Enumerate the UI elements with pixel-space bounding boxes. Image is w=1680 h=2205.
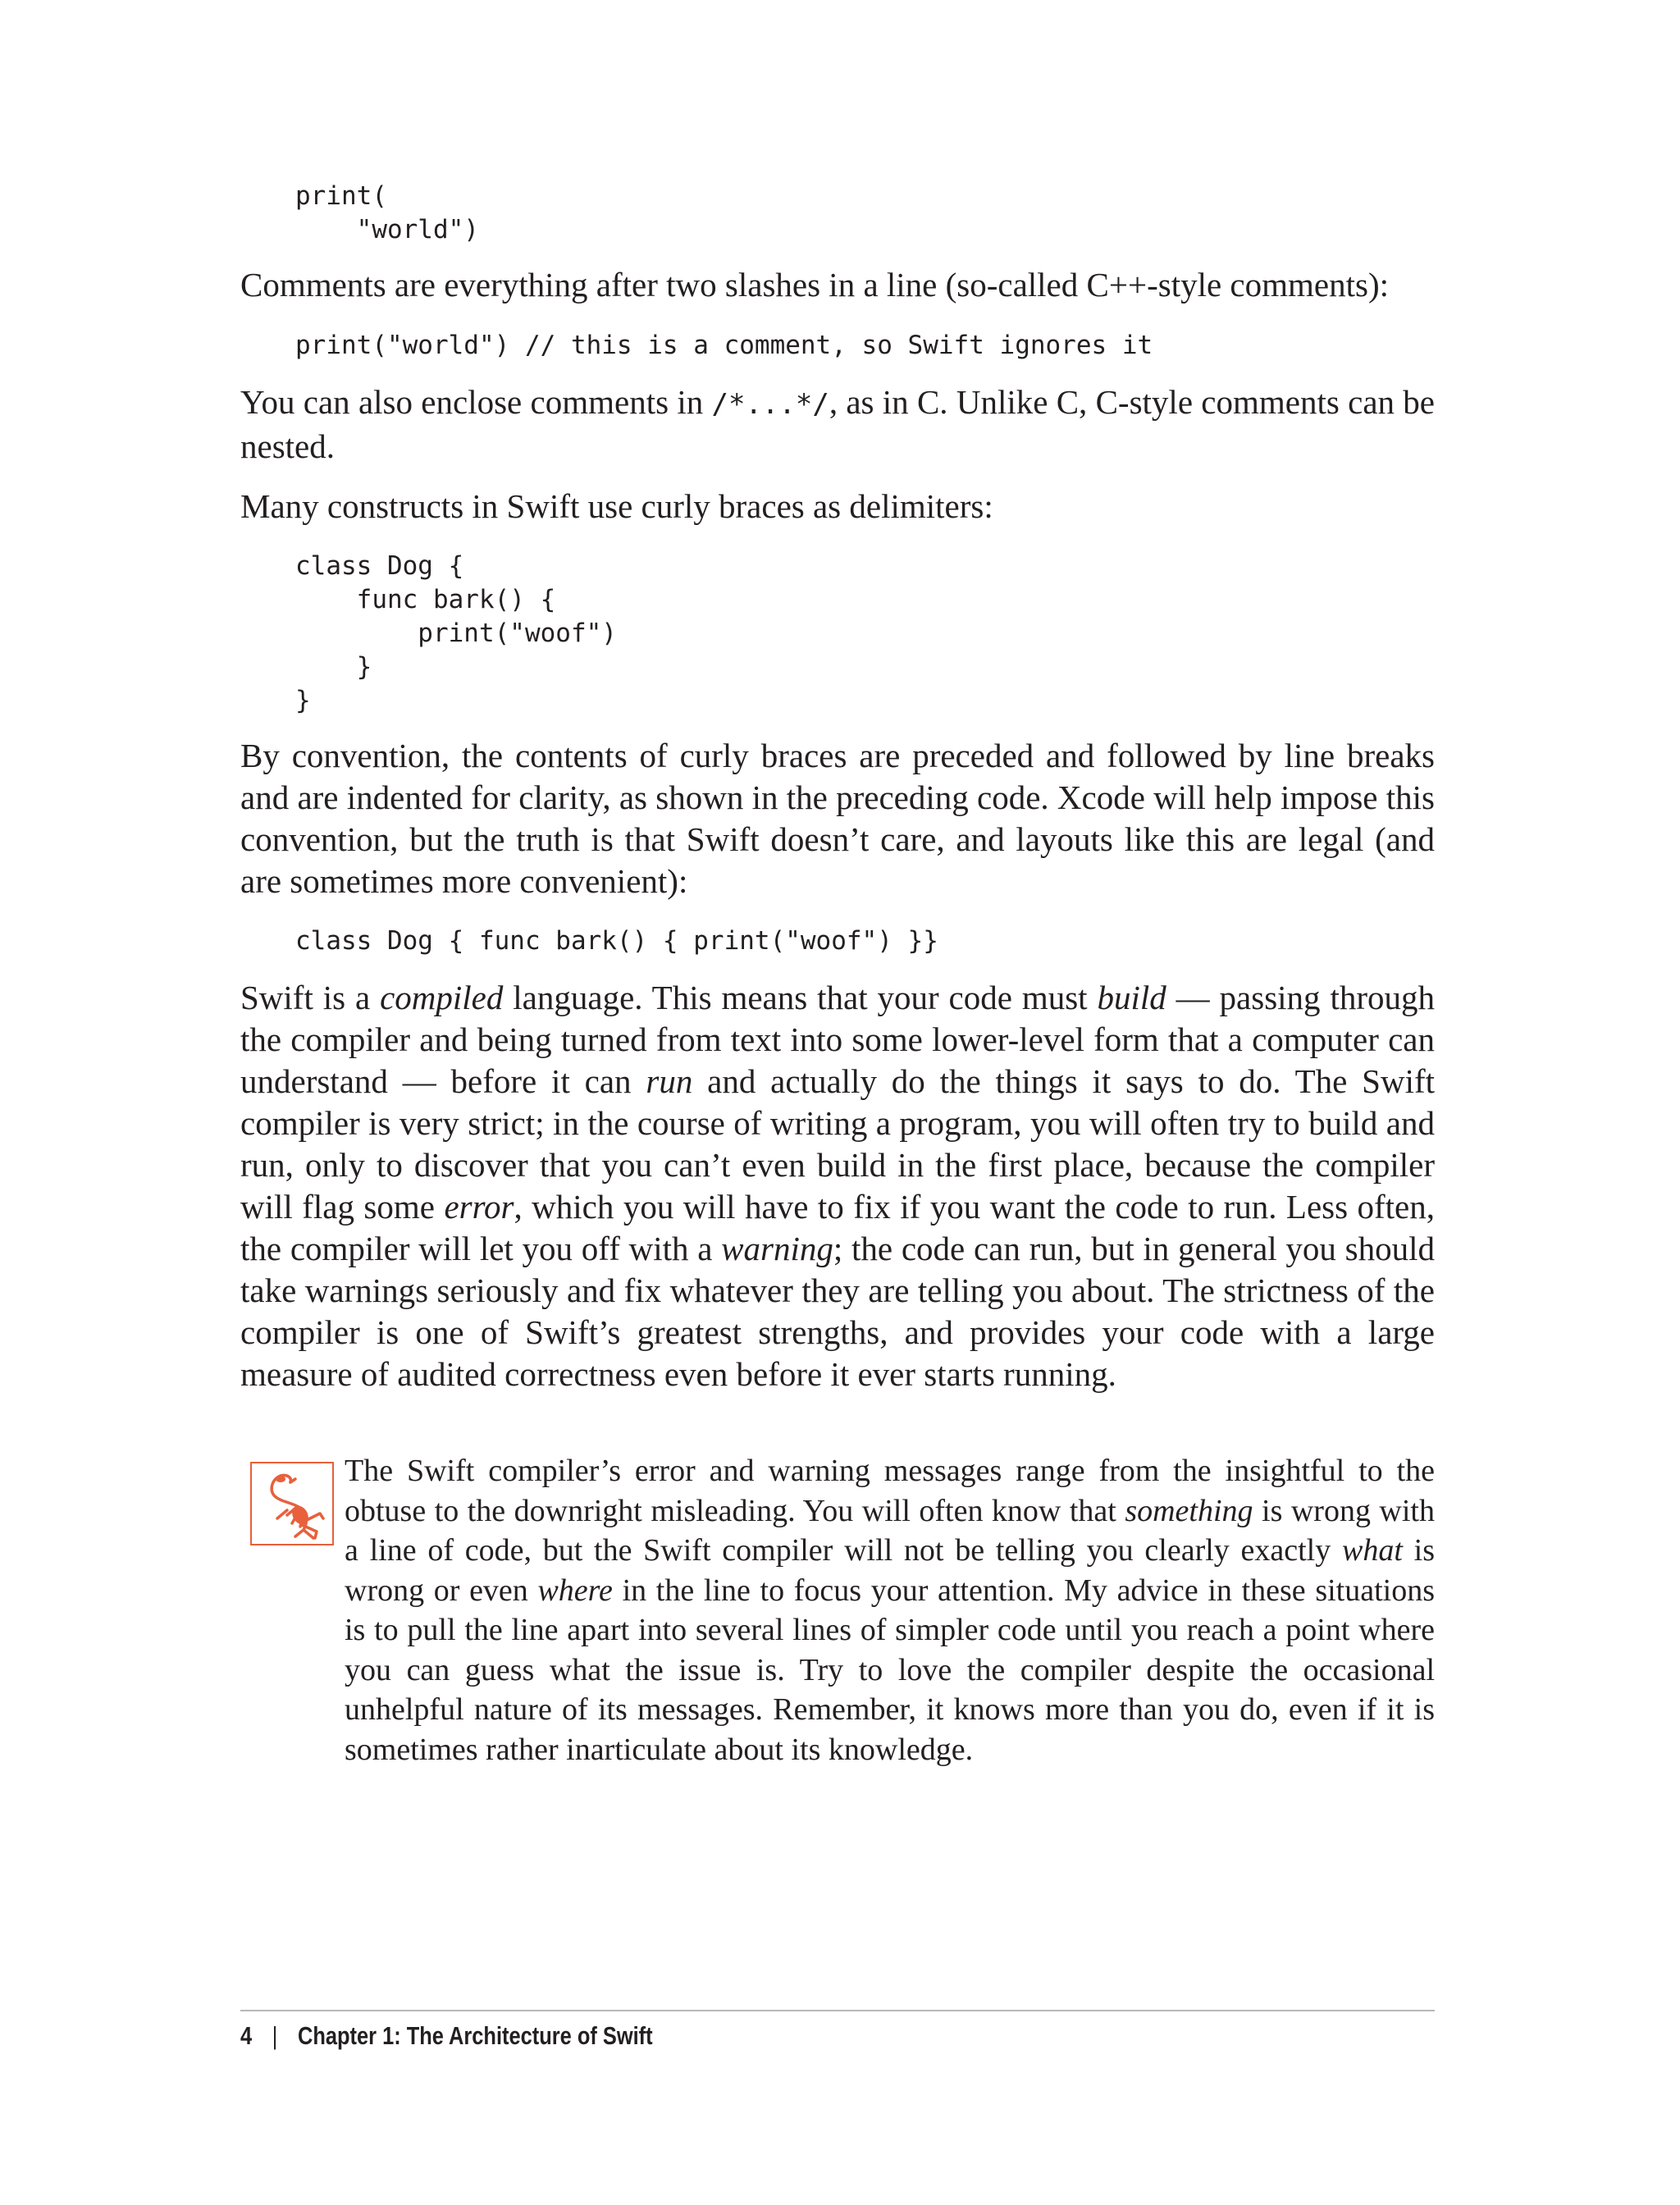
paragraph-comments-intro: Comments are everything after two slashes in a line (so-called C++-style comments):	[240, 266, 1390, 304]
paragraph-convention: By convention, the contents of curly braces are preceded and followed by line breaks and are indented for clarity, as shown in the preceding code. Xcode will help impose this convention, but the truth is that Swift doesn’t care, and layouts like this are legal (and are sometimes more convenient):	[240, 737, 1435, 900]
paragraph-curly-braces-intro: Many constructs in Swift use curly braces as delimiters:	[240, 487, 993, 525]
footer-separator: |	[272, 2021, 278, 2050]
page-footer	[240, 2018, 653, 2054]
page-number: 4	[240, 2021, 253, 2050]
text-run: The Swift compiler’s error and warning messages range from the insightful to the obtuse to the downright misleading. You will often know that	[345, 1454, 1435, 1528]
text-run: and actually do the things it says to do. The Swift compiler is very strict; in the course of writing a program, you will often try to build and run, only to discover that you can’t even build in the first place, because the compiler will flag some	[240, 1062, 1436, 1226]
text-run: is wrong or even	[345, 1533, 1435, 1608]
note-compiler-messages	[345, 1451, 1435, 1769]
block-comments-text-before: You can also enclose comments in	[240, 383, 712, 421]
block-comments-text-after: , as in C. Unlike C, C-style comments can be nested.	[240, 383, 1435, 465]
chapter-title: Chapter 1: The Architecture of Swift	[297, 2021, 653, 2050]
code-block-comment-example: print("world") // this is a comment, so Swift ignores it	[295, 331, 1153, 360]
emphasis-warning: warning	[721, 1230, 833, 1267]
text-run: , which you will have to fix if you want the code to run. Less often, the compiler will let you off with a	[240, 1188, 1435, 1267]
text-run: language. This means that your code must	[503, 979, 1098, 1016]
emphasis-something: something	[1125, 1493, 1253, 1528]
scorpion-icon	[249, 1461, 335, 1546]
emphasis-error: error	[444, 1188, 514, 1226]
emphasis-build: build	[1097, 979, 1166, 1016]
text-run: is wrong with a line of code, but the Swift compiler will not be telling you clearly exactly	[345, 1493, 1435, 1568]
text-run: — passing through the compiler and being turned from text into some lower-level form that a computer can understand — before it can	[240, 979, 1435, 1100]
emphasis-compiled: compiled	[380, 979, 504, 1016]
paragraph-block-comments	[240, 381, 1435, 468]
emphasis-what: what	[1342, 1533, 1403, 1568]
paragraph-compiled-language	[240, 977, 1435, 1395]
code-block-class-dog-multiline: class Dog { func bark() { print("woof") } }	[295, 551, 617, 715]
code-block-print-world: print( "world")	[295, 181, 479, 244]
emphasis-where: where	[537, 1573, 613, 1608]
text-run: Swift is a	[240, 979, 381, 1016]
text-run: in the line to focus your attention. My advice in these situations is to pull the line apart into several lines of simpler code until you reach a point where you can guess what the issue is. Try to love the compiler despite the occasional unhelpful nature of its messages. Remember, it knows more than you do, even if it is sometimes rather inarticulate about its knowledge.	[345, 1573, 1435, 1767]
text-run: ; the code can run, but in general you should take warnings seriously and fix whatever they are telling you about. The strictness of the compiler is one of Swift’s greatest strengths, and provides your code with a large measure of audited correctness even before it ever starts running.	[240, 1230, 1435, 1393]
emphasis-run: run	[646, 1062, 693, 1100]
block-comments-inline-code: /*...*/	[711, 388, 829, 421]
code-block-class-dog-oneline: class Dog { func bark() { print("woof") }}	[295, 926, 938, 956]
footer-divider	[240, 2010, 1435, 2011]
